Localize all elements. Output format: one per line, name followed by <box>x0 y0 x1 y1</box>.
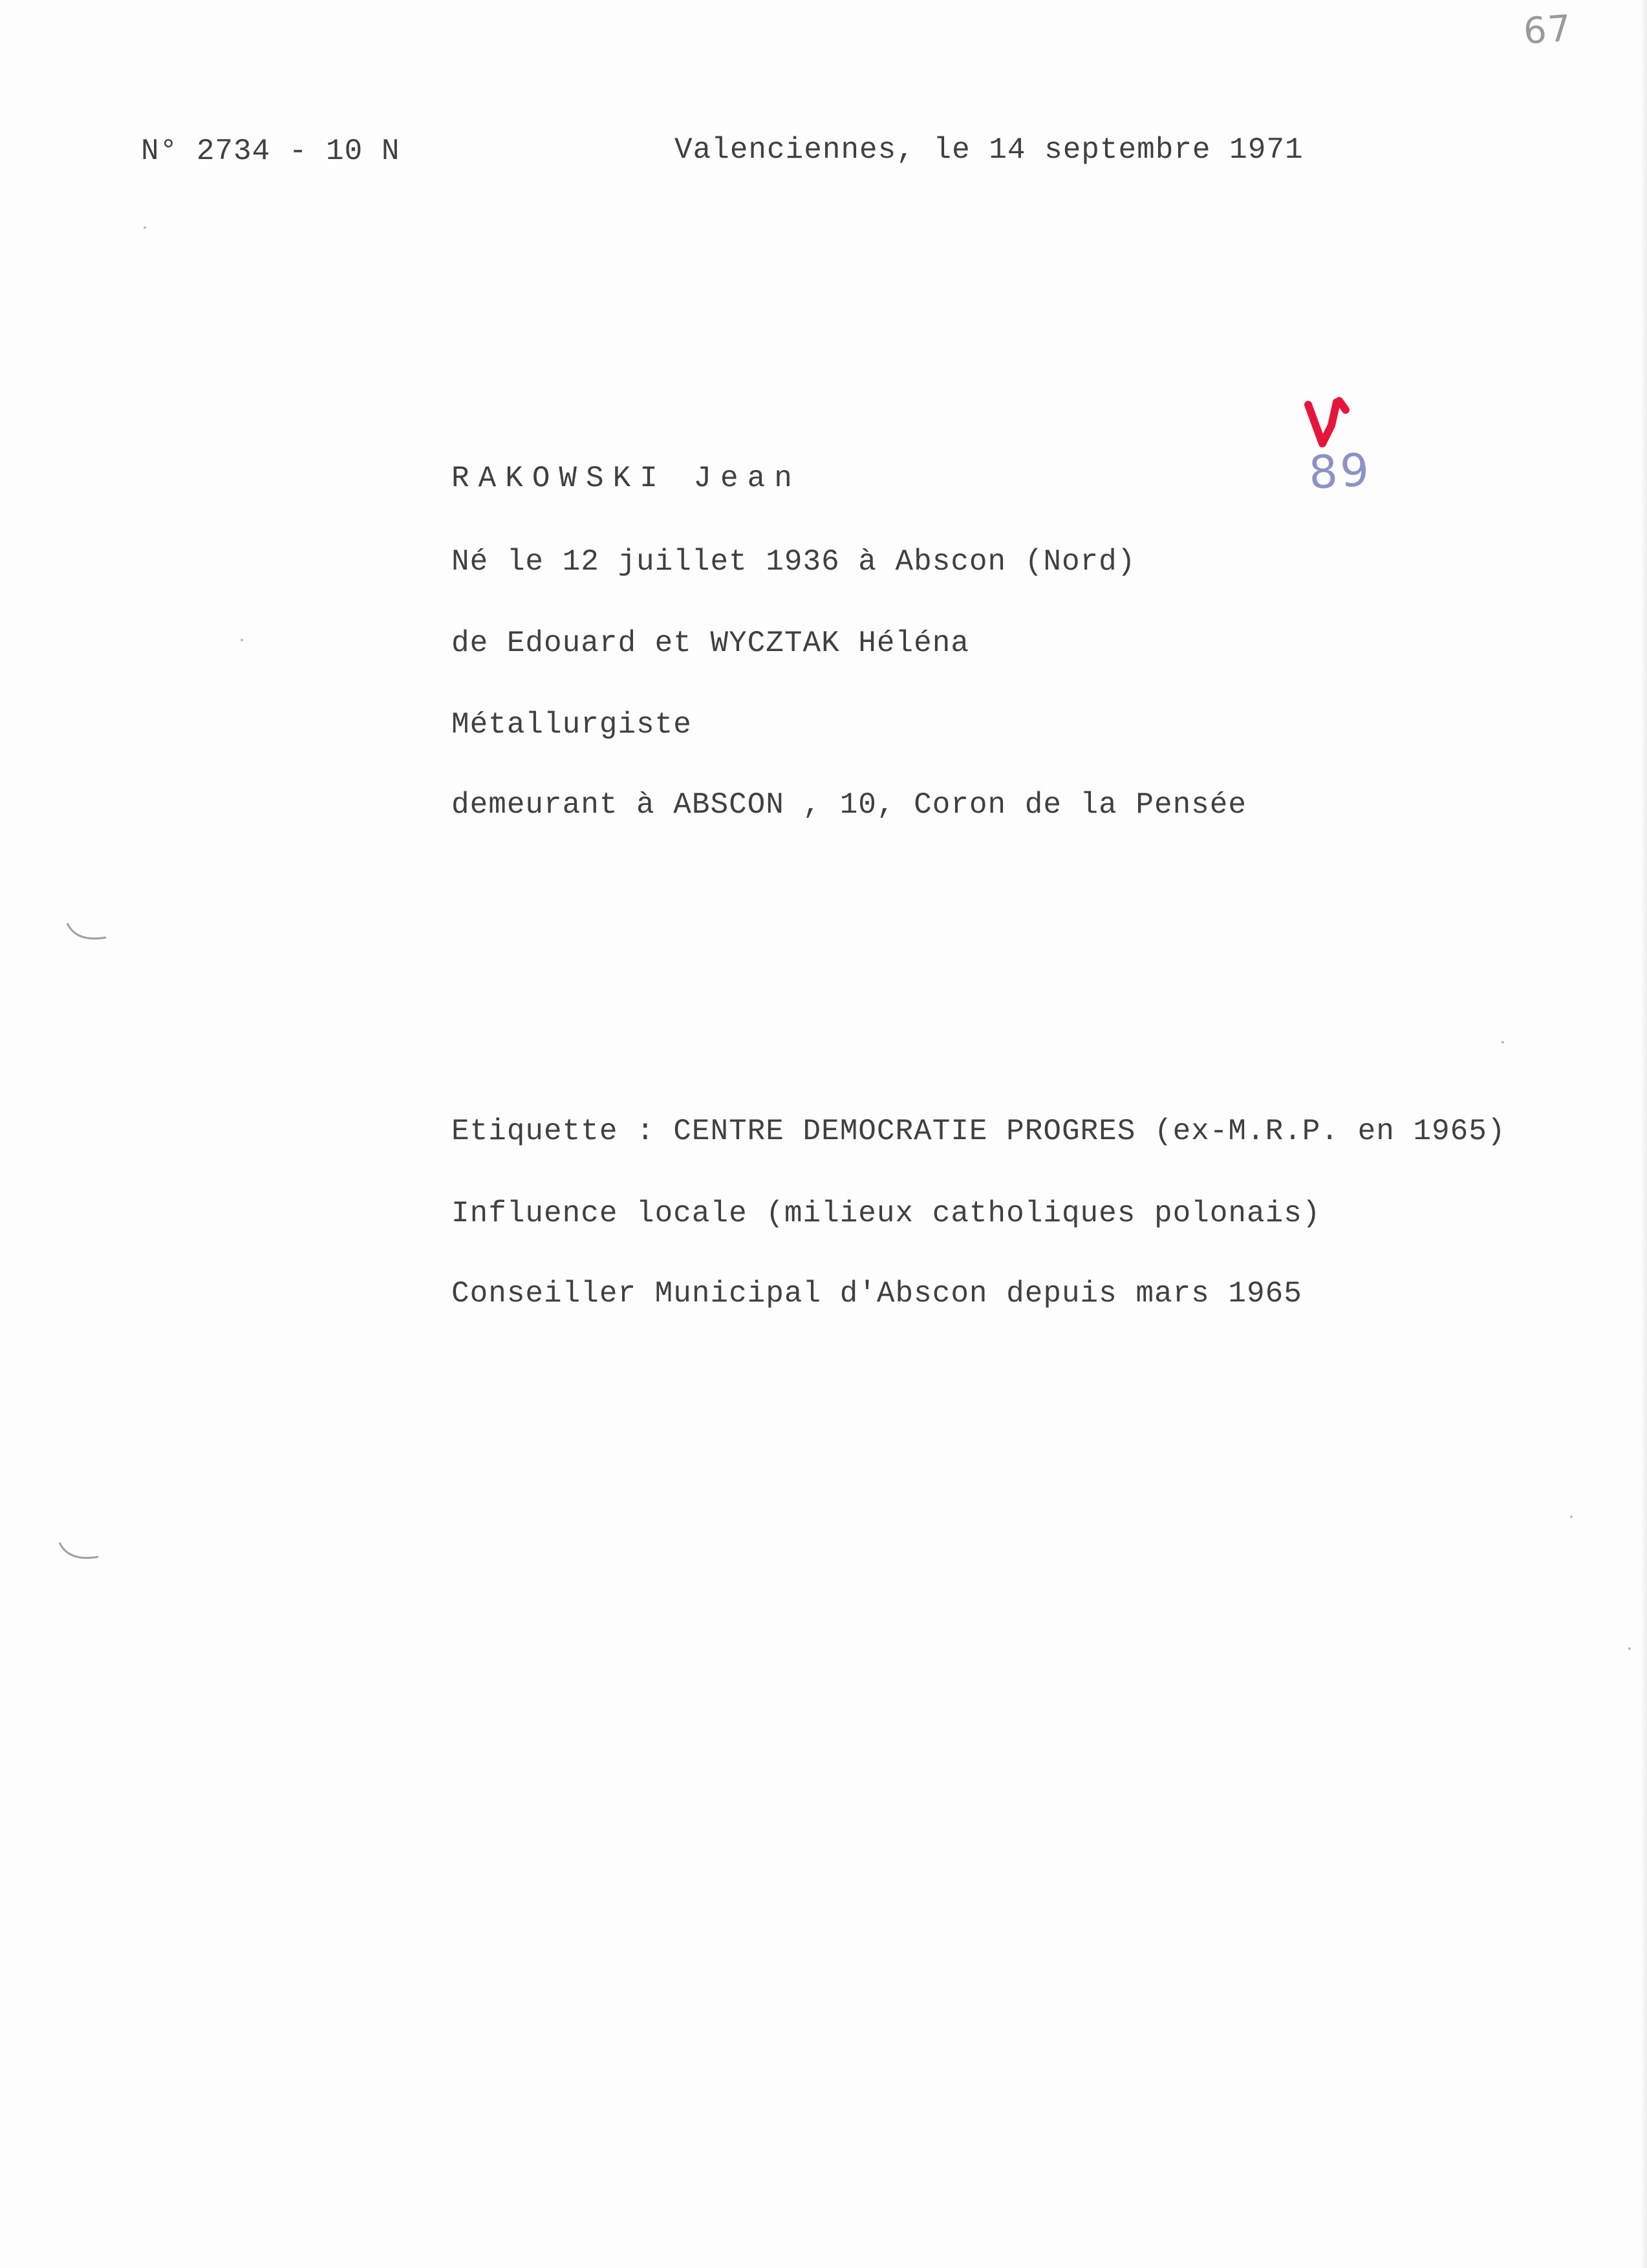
person-name: RAKOWSKI Jean <box>451 462 801 495</box>
place-and-date: Valenciennes, le 14 septembre 1971 <box>674 133 1304 167</box>
paper-speck <box>241 639 243 641</box>
profession: Métallurgiste <box>451 708 692 742</box>
red-check-mark-icon <box>1303 396 1355 450</box>
political-label: Etiquette : CENTRE DEMOCRATIE PROGRES (ex-M.R.P. en 1965) <box>451 1115 1506 1148</box>
check-number-annotation: 89 <box>1307 443 1373 500</box>
reference-number: N° 2734 - 10 N <box>141 134 400 168</box>
address: demeurant à ABSCON , 10, Coron de la Pensée <box>451 788 1247 822</box>
paper-speck <box>1502 1041 1504 1043</box>
paper-speck <box>1570 1515 1573 1518</box>
archive-number-annotation: 67 <box>1522 7 1574 53</box>
parents-info: de Edouard et WYCZTAK Héléna <box>451 626 969 660</box>
paper-speck <box>1628 1647 1631 1650</box>
influence-info: Influence locale (milieux catholiques polonais) <box>451 1197 1321 1230</box>
paper-speck <box>144 226 146 229</box>
punch-hole-mark <box>57 1540 102 1566</box>
birth-info: Né le 12 juillet 1936 à Abscon (Nord) <box>451 545 1136 579</box>
punch-hole-mark <box>65 921 110 947</box>
page-edge-shadow <box>1641 0 1647 2268</box>
council-info: Conseiller Municipal d'Abscon depuis mars 1965 <box>451 1277 1302 1311</box>
